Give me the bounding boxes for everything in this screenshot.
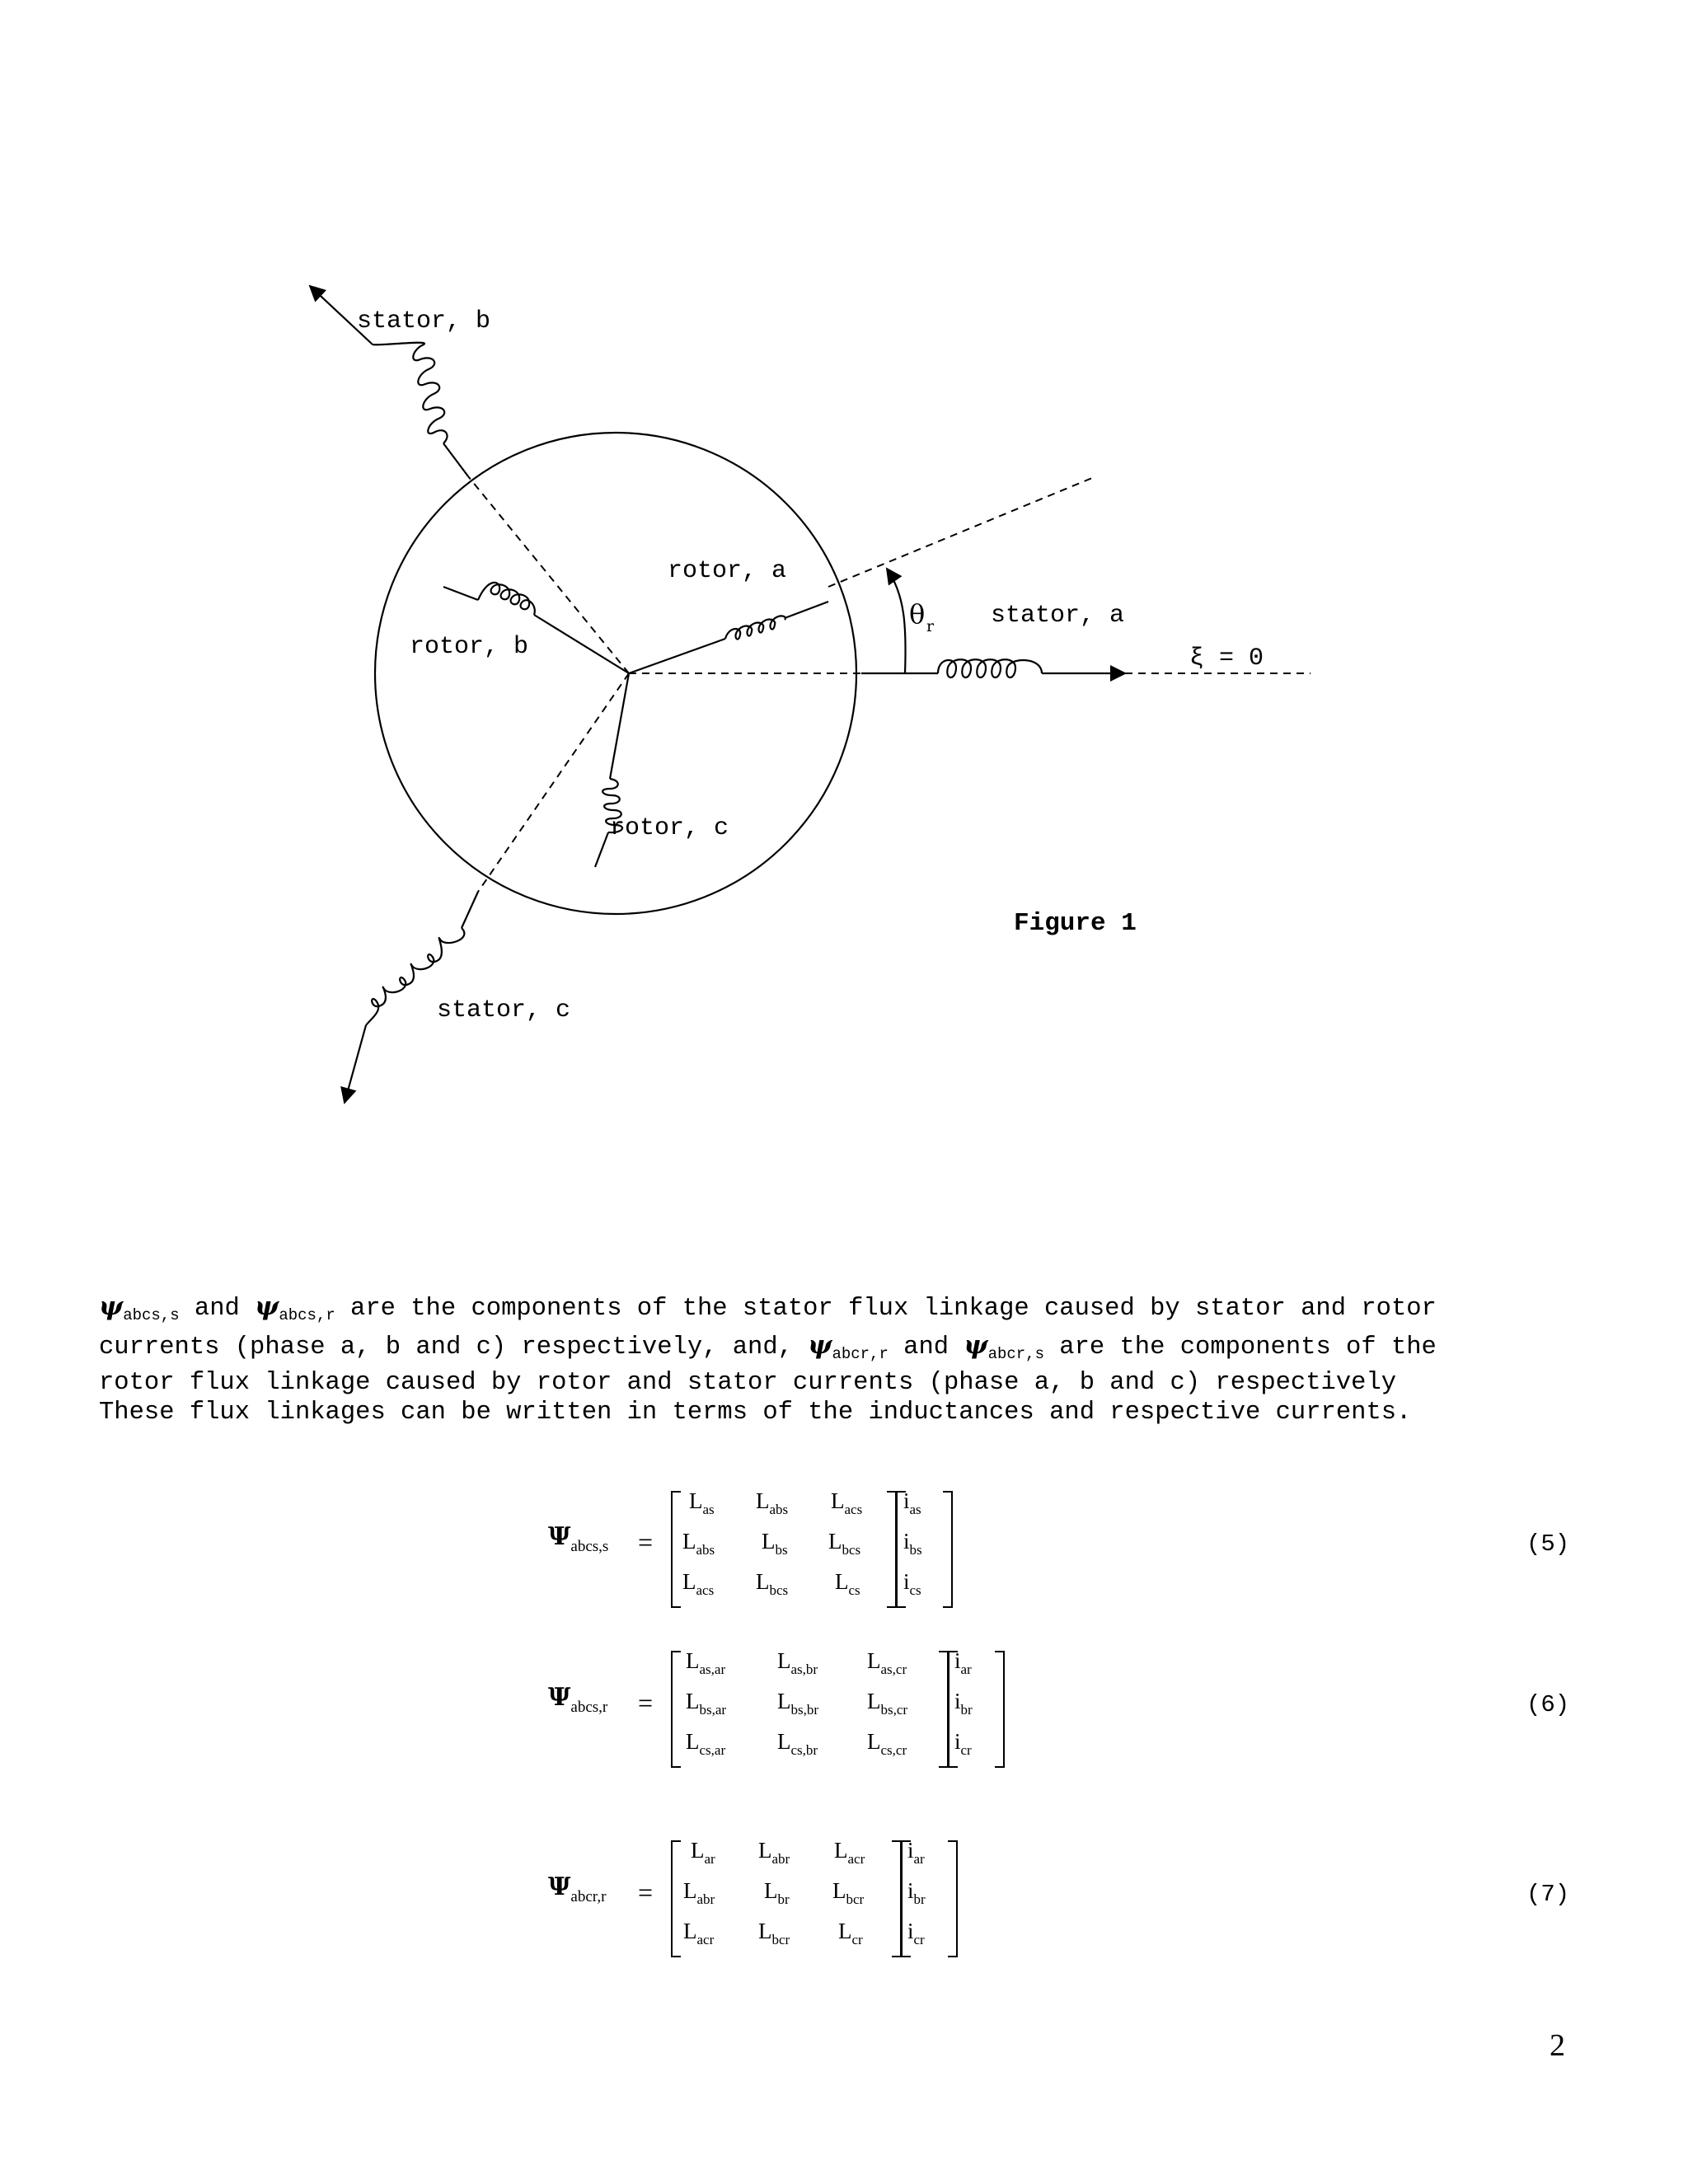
matrix-cell: $L_{bcr}$ <box>832 1878 865 1907</box>
matrix-cell: $L_{ar}$ <box>691 1838 715 1867</box>
matrix-cell: $L_{cs}$ <box>835 1569 860 1598</box>
equation-lhs <box>548 1521 608 1556</box>
theta-subscript: r <box>926 617 935 635</box>
stator-a-label: stator, a <box>991 602 1125 630</box>
equation-lhs <box>548 1871 606 1906</box>
matrix-cell: $L_{acs}$ <box>682 1569 715 1598</box>
psi-subscript: abcr,r <box>832 1344 889 1363</box>
rotor-c-label: rotor, c <box>610 814 729 842</box>
vector-cell: $i_{bs}$ <box>903 1529 922 1558</box>
dashed-axes <box>468 476 1311 892</box>
vector-cell: $i_{cr}$ <box>907 1919 925 1947</box>
equals-sign: = <box>638 1688 654 1718</box>
stator-a-coil <box>861 659 1125 677</box>
paragraph-text: currents (phase a, b and c) respectively, and, <box>99 1333 809 1361</box>
page-number: 2 <box>1550 2028 1565 2063</box>
psi-symbol: Ψ <box>548 1872 571 1901</box>
body-paragraph <box>99 1292 1566 1427</box>
psi-subscript: abcs,s <box>570 1538 609 1555</box>
paragraph-text: and <box>179 1295 256 1323</box>
psi-symbol: Ψ <box>548 1683 571 1712</box>
paragraph-text: are the components of the <box>1043 1333 1437 1361</box>
equation-number: (7) <box>1526 1881 1570 1908</box>
matrix-cell: $L_{bcs}$ <box>828 1529 861 1558</box>
psi-symbol: ψ <box>964 1329 988 1360</box>
equals-sign: = <box>638 1527 654 1557</box>
stator-b-label: stator, b <box>357 307 491 335</box>
theta-symbol: θ <box>909 598 926 630</box>
matrix-cell: $L_{bcs}$ <box>756 1569 789 1598</box>
equals-sign: = <box>638 1877 654 1907</box>
theta-angle-arc <box>887 569 906 673</box>
vector-cell: $i_{ar}$ <box>907 1838 925 1867</box>
matrix-cell: $L_{bcr}$ <box>758 1919 790 1947</box>
paragraph-text: are the components of the stator flux linkage caused by stator and rotor <box>335 1295 1437 1323</box>
psi-symbol: ψ <box>808 1329 832 1360</box>
matrix-cell: $L_{as,ar}$ <box>686 1648 726 1677</box>
matrix-cell: $L_{bs}$ <box>762 1529 788 1558</box>
rotor-a-coil <box>629 602 828 673</box>
matrix-cell: $L_{as,cr}$ <box>867 1648 907 1677</box>
vector-cell: $i_{cs}$ <box>903 1569 921 1598</box>
psi-subscript: abcs,r <box>570 1699 608 1716</box>
figure-caption: Figure 1 <box>1014 909 1137 938</box>
matrix-cell: $L_{acr}$ <box>834 1838 865 1867</box>
matrix-cell: $L_{br}$ <box>764 1878 790 1907</box>
psi-symbol: Ψ <box>548 1522 571 1551</box>
psi-subscript: abcs,r <box>279 1306 335 1324</box>
matrix-cell: $L_{abr}$ <box>683 1878 715 1907</box>
matrix-cell: $L_{cr}$ <box>838 1919 863 1947</box>
vector-cell: $i_{ar}$ <box>954 1648 972 1677</box>
rotor-a-label: rotor, a <box>668 557 787 585</box>
matrix-cell: $L_{bs,cr}$ <box>867 1689 908 1718</box>
matrix-cell: $L_{cs,br}$ <box>777 1729 818 1758</box>
equation-number: (6) <box>1526 1691 1570 1718</box>
equation-lhs <box>548 1681 607 1717</box>
matrix-cell: $L_{bs,br}$ <box>777 1689 819 1718</box>
matrix-cell: $L_{as,br}$ <box>777 1648 818 1677</box>
psi-subscript: abcr,r <box>570 1888 607 1905</box>
stator-c-label: stator, c <box>437 996 571 1024</box>
paragraph-text: and <box>888 1333 964 1361</box>
equation-number: (5) <box>1526 1530 1570 1558</box>
matrix-cell: $L_{as}$ <box>689 1488 715 1517</box>
matrix-cell: $L_{abs}$ <box>756 1488 789 1517</box>
matrix-cell: $L_{abr}$ <box>758 1838 790 1867</box>
psi-symbol: ψ <box>255 1291 279 1321</box>
vector-cell: $i_{br}$ <box>907 1878 926 1907</box>
matrix-cell: $L_{bs,ar}$ <box>686 1689 727 1718</box>
psi-symbol: ψ <box>99 1291 124 1321</box>
vector-cell: $i_{br}$ <box>954 1689 973 1718</box>
matrix-cell: $L_{cs,cr}$ <box>867 1729 907 1758</box>
matrix-cell: $L_{cs,ar}$ <box>686 1729 726 1758</box>
psi-subscript: abcr,s <box>987 1344 1044 1363</box>
rotor-b-label: rotor, b <box>410 633 529 661</box>
paragraph-text: These flux linkages can be written in terms of the inductances and respective currents. <box>99 1398 1412 1427</box>
matrix-cell: $L_{acr}$ <box>683 1919 715 1947</box>
matrix-cell: $L_{acs}$ <box>831 1488 863 1517</box>
matrix-cell: $L_{abs}$ <box>682 1529 715 1558</box>
psi-subscript: abcs,s <box>123 1306 180 1324</box>
paragraph-text: rotor flux linkage caused by rotor and stator currents (phase a, b and c) respectively <box>99 1369 1397 1397</box>
vector-cell: $i_{as}$ <box>903 1488 921 1517</box>
vector-cell: $i_{cr}$ <box>954 1729 972 1758</box>
xi-zero-label: ξ = 0 <box>1189 644 1264 673</box>
